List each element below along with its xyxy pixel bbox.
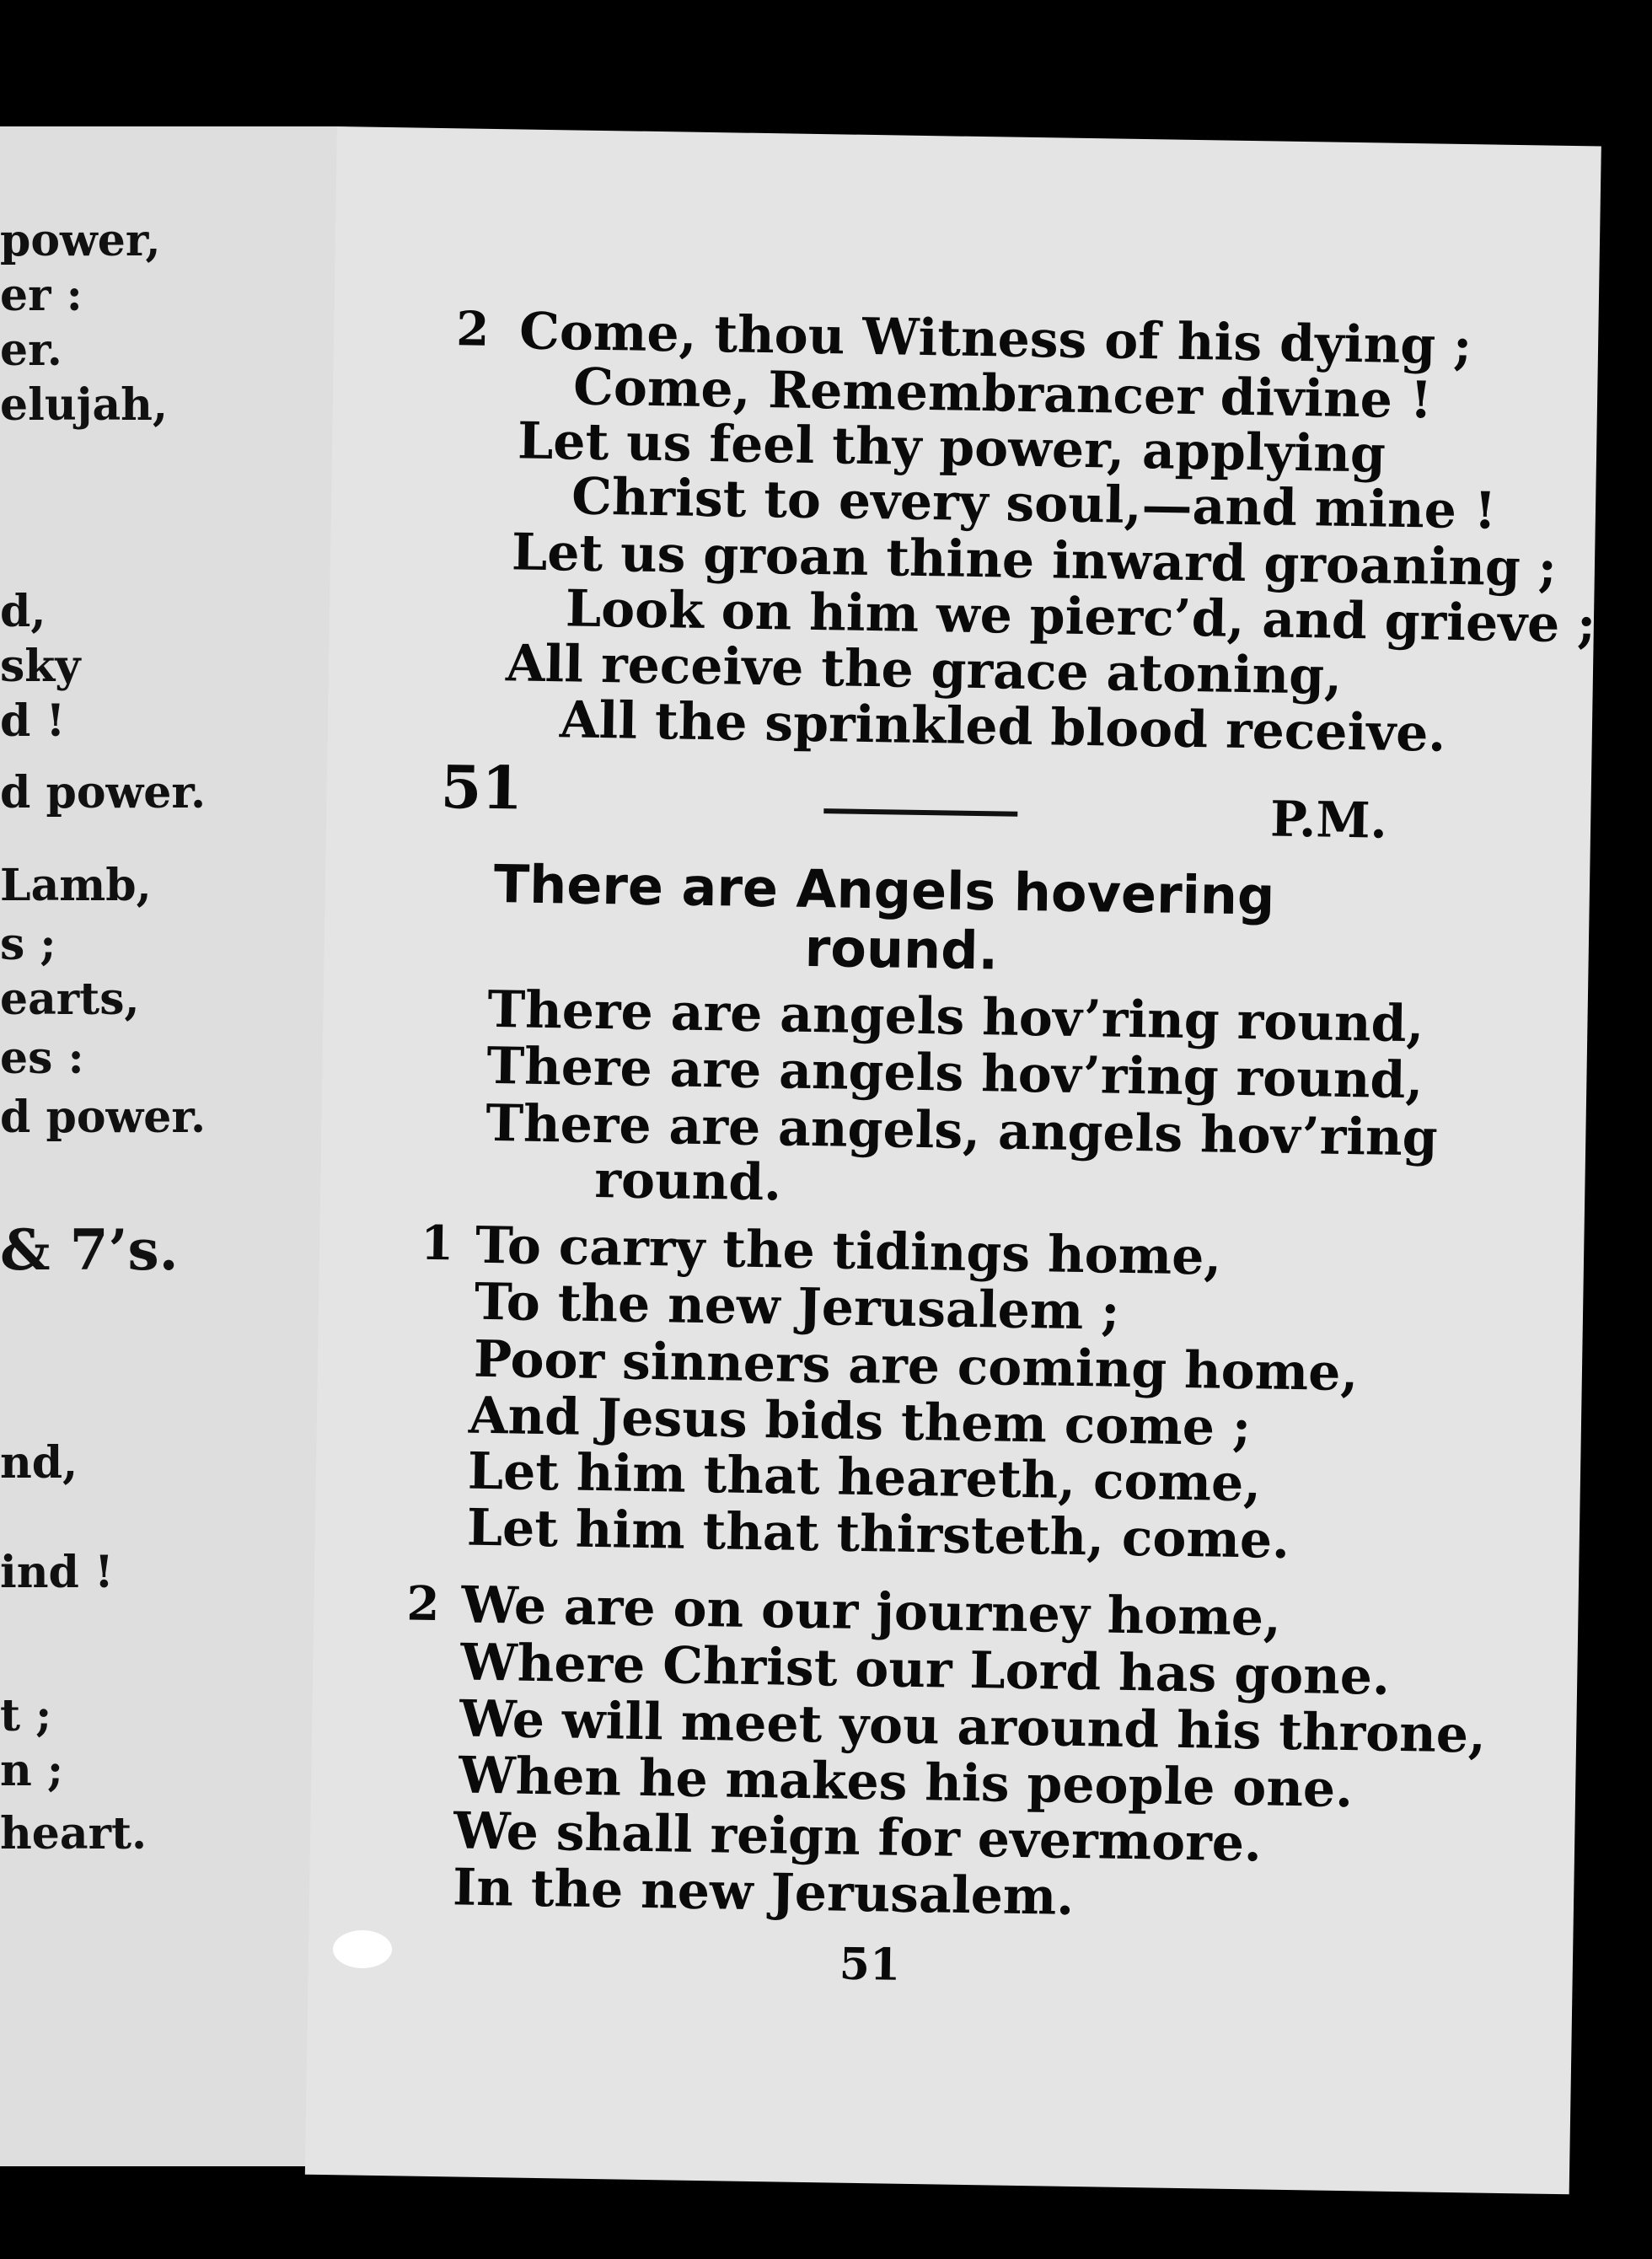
verse-number: 2 — [455, 301, 490, 357]
left-fragment: power, — [0, 215, 161, 266]
chorus-line: round. — [593, 1150, 782, 1213]
left-fragment: heart. — [0, 1808, 148, 1859]
verse-line: All receive the grace atoning, — [505, 634, 1343, 706]
chorus-line: There are angels, angels hov’ring — [485, 1093, 1439, 1168]
verse-line: To the new Jerusalem ; — [474, 1272, 1120, 1342]
verse-number: 2 — [405, 1575, 440, 1633]
verse-number: 1 — [420, 1215, 454, 1272]
verse-line: Let us groan thine inward groaning ; — [511, 523, 1558, 598]
left-fragment: & 7’s. — [0, 1217, 179, 1283]
hymn-number: 51 — [440, 752, 523, 824]
verse-line: We will meet you around his throne, — [459, 1689, 1487, 1765]
meter-label: P.M. — [1269, 790, 1388, 850]
verse-line: We are on our journey home, — [460, 1575, 1282, 1648]
verse-line: All the sprinkled blood receive. — [559, 690, 1446, 764]
verse-line: To carry the tidings home, — [475, 1215, 1222, 1287]
chorus-line: There are angels hov’ring round, — [487, 979, 1424, 1054]
left-fragment: t ; — [0, 1690, 52, 1741]
chorus-line: There are angels hov’ring round, — [485, 1036, 1424, 1111]
left-fragment: er : — [0, 270, 83, 321]
left-fragment: d ! — [0, 695, 66, 747]
verse-line: Look on him we pierc’d, and grieve ; — [565, 579, 1596, 655]
verse-line: Come, thou Witness of his dying ; — [518, 302, 1472, 377]
verse-line: Christ to every soul,—and mine ! — [571, 467, 1497, 541]
verse-line: Come, Remembrancer divine ! — [572, 357, 1433, 431]
left-fragment: elujah, — [0, 379, 169, 431]
verse-line: Let us feel thy power, applying — [517, 411, 1386, 485]
verse-line: Where Christ our Lord has gone. — [459, 1633, 1391, 1707]
left-fragment: sky — [0, 641, 81, 692]
left-fragment: d, — [0, 586, 46, 637]
left-fragment: er. — [0, 325, 62, 376]
left-fragment: d power. — [0, 1092, 206, 1143]
left-fragment: nd, — [0, 1437, 78, 1489]
left-fragment: Lamb, — [0, 860, 152, 911]
verse-line: Let him that heareth, come, — [467, 1441, 1262, 1514]
verse-line: We shall reign for evermore. — [453, 1801, 1263, 1874]
verse-line: Poor sinners are coming home, — [473, 1329, 1359, 1403]
hymn-title-line1: There are Angels hovering — [493, 853, 1275, 927]
left-fragment: earts, — [0, 974, 140, 1025]
left-page — [0, 126, 337, 2166]
hymn-title-line2: round. — [804, 916, 999, 982]
paper-speck — [333, 1930, 392, 1968]
verse-line: When he makes his people one. — [458, 1746, 1354, 1820]
left-fragment: s ; — [0, 919, 56, 970]
header-rule — [823, 808, 1017, 817]
left-fragment: d power. — [0, 767, 206, 818]
verse-line: And Jesus bids them come ; — [468, 1386, 1252, 1458]
left-fragment: ind ! — [0, 1547, 114, 1598]
verse-line: In the new Jerusalem. — [452, 1858, 1075, 1927]
verse-line: Let him that thirsteth, come. — [466, 1498, 1290, 1570]
right-page — [305, 126, 1601, 2194]
page-number: 51 — [839, 1938, 901, 1991]
left-fragment: n ; — [0, 1745, 64, 1796]
left-fragment: es : — [0, 1033, 84, 1084]
